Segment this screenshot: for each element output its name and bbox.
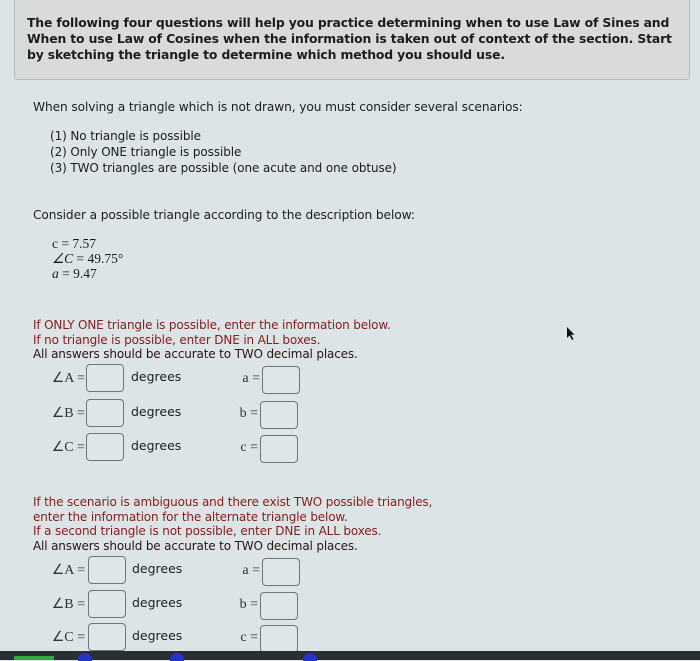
side-b-label: b = bbox=[239, 597, 258, 612]
instruction-line: If the scenario is ambiguous and there exist TWO possible triangles, bbox=[33, 495, 433, 509]
mouse-cursor-icon bbox=[566, 327, 576, 341]
angle-b-label: ∠B = bbox=[51, 406, 85, 421]
instruction-line: If ONLY ONE triangle is possible, enter the information below. bbox=[33, 318, 391, 332]
angle-a-input[interactable] bbox=[86, 364, 124, 392]
side-c-input[interactable] bbox=[260, 435, 298, 463]
degrees-label: degrees bbox=[131, 369, 182, 384]
side-b-input[interactable] bbox=[260, 401, 298, 429]
angle-b-input[interactable] bbox=[86, 399, 124, 427]
angle-a-input-2[interactable] bbox=[88, 556, 126, 584]
degrees-label: degrees bbox=[132, 628, 183, 643]
angle-a-label: ∠A = bbox=[51, 371, 85, 386]
taskbar-indicator bbox=[14, 656, 54, 660]
degrees-label: degrees bbox=[131, 404, 182, 419]
instruction-line: All answers should be accurate to TWO decimal places. bbox=[33, 538, 358, 553]
angle-a-label: ∠A = bbox=[51, 563, 85, 578]
instruction-line: If no triangle is possible, enter DNE in ALL boxes. bbox=[33, 332, 321, 347]
given-c: c = 7.57 bbox=[52, 236, 96, 251]
intro-panel bbox=[14, 0, 690, 80]
degrees-label: degrees bbox=[131, 438, 182, 453]
side-b-label: b = bbox=[239, 406, 258, 421]
instruction-line: All answers should be accurate to TWO decimal places. bbox=[33, 347, 358, 361]
side-c-label: c = bbox=[240, 440, 258, 455]
scenario-item: (2) Only ONE triangle is possible bbox=[50, 145, 242, 159]
instruction-line: enter the information for the alternate triangle below. bbox=[33, 509, 348, 524]
given-values bbox=[52, 236, 123, 281]
instruction-line: If a second triangle is not possible, enter DNE in ALL boxes. bbox=[33, 524, 382, 538]
degrees-label: degrees bbox=[132, 561, 183, 576]
given-heading: Consider a possible triangle according to the description below: bbox=[33, 208, 415, 222]
angle-b-label: ∠B = bbox=[51, 597, 85, 612]
side-c-input-2[interactable] bbox=[260, 625, 298, 653]
side-c-label: c = bbox=[240, 630, 258, 645]
intro-text: The following four questions will help you practice determining when to use Law of Sines and When to use Law of Cosines when the information is taken out of context of the section. Start by sketching the triangle to determine which method you should use. bbox=[27, 15, 672, 62]
angle-c-input-2[interactable] bbox=[88, 623, 126, 651]
angle-c-input[interactable] bbox=[86, 433, 124, 461]
degrees-label: degrees bbox=[132, 595, 183, 610]
side-b-input-2[interactable] bbox=[260, 592, 298, 620]
side-a-input-2[interactable] bbox=[262, 558, 300, 586]
section2-instructions bbox=[33, 495, 432, 553]
given-angle-c: ∠C = 49.75° bbox=[52, 251, 124, 266]
side-a-label: a = bbox=[242, 563, 260, 578]
angle-c-label: ∠C = bbox=[51, 630, 85, 645]
scenario-item: (3) TWO triangles are possible (one acute and one obtuse) bbox=[50, 161, 397, 175]
scenario-item: (1) No triangle is possible bbox=[50, 129, 201, 143]
side-a-input[interactable] bbox=[262, 366, 300, 394]
section1-instructions bbox=[33, 318, 391, 362]
side-a-label: a = bbox=[242, 371, 260, 386]
angle-b-input-2[interactable] bbox=[88, 590, 126, 618]
bottom-bar bbox=[0, 651, 700, 660]
angle-c-label: ∠C = bbox=[51, 440, 85, 455]
scenarios-list bbox=[50, 128, 396, 176]
scenarios-heading: When solving a triangle which is not drawn, you must consider several scenarios: bbox=[33, 100, 523, 114]
given-a: a = 9.47 bbox=[52, 266, 97, 281]
